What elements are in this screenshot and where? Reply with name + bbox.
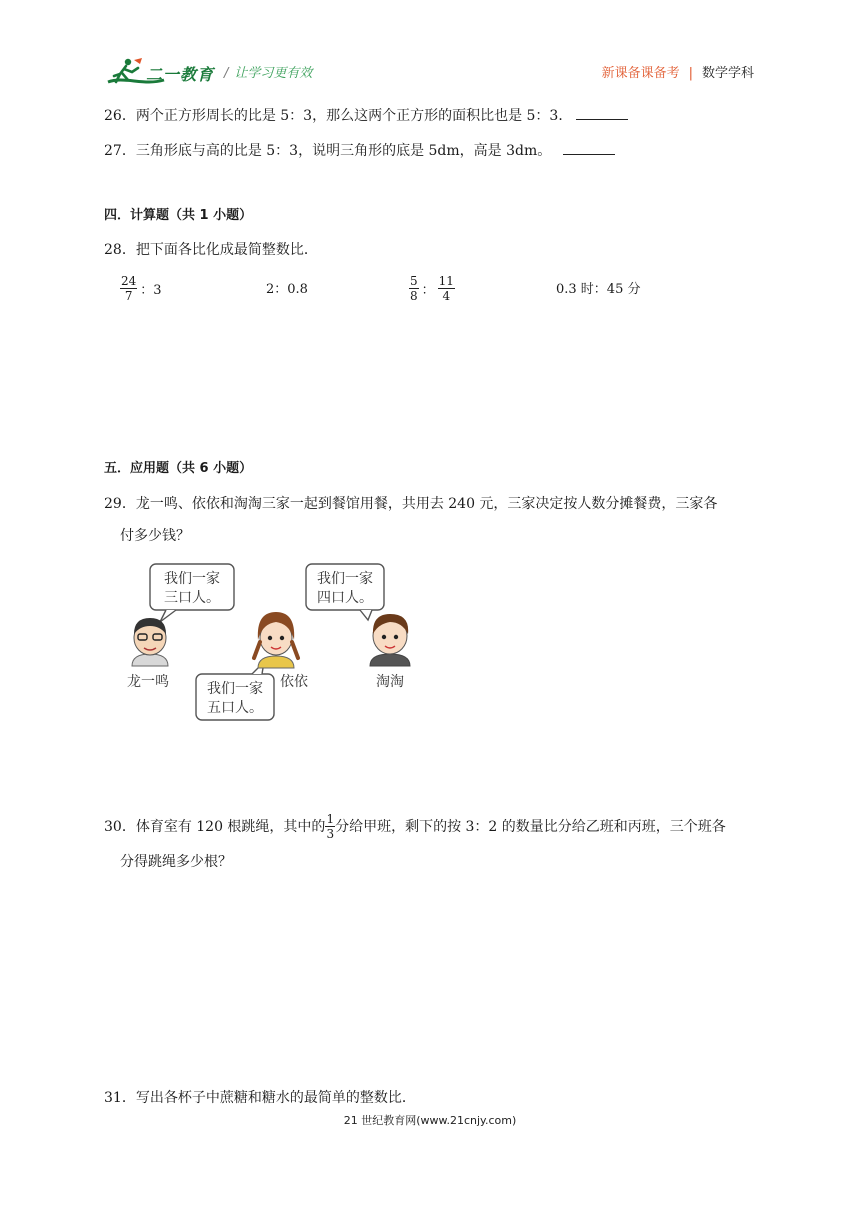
section-calc-title: 四．计算题（共 1 小题）: [104, 208, 253, 223]
bubble-3-line1: 我们一家: [207, 681, 263, 697]
expression-3: [409, 274, 455, 303]
name-yiyi: 依依: [280, 674, 308, 690]
fraction: $\frac{24}{7}$: [121, 274, 137, 303]
character-grandpa-icon: [132, 618, 168, 666]
answer-blank-26[interactable]: [576, 105, 628, 120]
fraction-one-third: $\frac{1}{3}$: [326, 812, 335, 841]
expression-1-rest: ：3: [140, 283, 162, 298]
question-31: 31．写出各杯子中蔗糖和糖水的最简单的整数比．: [104, 1090, 416, 1106]
slogan: / 让学习更有效: [224, 66, 313, 81]
bubble-1-line1: 我们一家: [164, 571, 220, 587]
question-29-line1: 29．龙一鸣、依依和淘淘三家一起到餐馆用餐，共用去 240 元，三家决定按人数分摊餐费，三家各: [104, 496, 718, 512]
family-illustration: [124, 562, 424, 728]
question-26-text: 26．两个正方形周长的比是 5：3，那么这两个正方形的面积比也是 5：3．: [104, 108, 573, 124]
answer-blank-27[interactable]: [563, 140, 615, 155]
name-taotao: 淘淘: [376, 674, 404, 690]
header-subject: 数学学科: [701, 66, 754, 81]
question-30-line2: 分得跳绳多少根？: [120, 854, 232, 870]
question-29-line2: 付多少钱？: [120, 528, 190, 544]
header-tag: 新课备课备考: [601, 66, 680, 81]
question-30-post: 分给甲班，剩下的按 3：2 的数量比分给乙班和丙班，三个班各: [335, 818, 726, 835]
question-27: [104, 140, 615, 161]
question-27-text: 27．三角形底与高的比是 5：3，说明三角形的底是 5dm，高是 3dm。: [104, 143, 552, 159]
character-boy-icon: [370, 614, 410, 666]
bubble-2-line1: 我们一家: [317, 571, 373, 587]
bubble-3-line2: 五口人。: [207, 700, 263, 716]
speech-bubble-3: [196, 662, 274, 720]
expression-2: 2：0.8: [266, 282, 308, 297]
expression-3-colon: ：: [421, 283, 435, 298]
logo-text: 二一教育: [146, 65, 215, 84]
fraction: $\frac{11}{4}$: [438, 274, 454, 303]
fraction: $\frac{5}{8}$: [410, 274, 418, 303]
question-30-pre: 30．体育室有 120 根跳绳，其中的: [104, 818, 326, 835]
bubble-2-line2: 四口人。: [317, 590, 373, 606]
speech-bubble-2: [306, 564, 384, 620]
expression-1: [120, 274, 162, 303]
expression-4: 0.3 时：45 分: [556, 282, 641, 297]
header-right: [602, 62, 754, 81]
question-26: [104, 105, 628, 126]
question-30-line1: [104, 812, 726, 841]
bubble-1-line2: 三口人。: [164, 590, 220, 606]
speech-bubble-1: [150, 564, 234, 622]
header-separator: |: [688, 66, 693, 81]
footer: 21 世纪教育网(www.21cnjy.com): [343, 1114, 517, 1127]
character-girl-icon: [254, 612, 298, 668]
question-28-text: 28．把下面各比化成最简整数比．: [104, 242, 318, 258]
slogan-text: 让学习更有效: [234, 66, 313, 81]
section-app-title: 五．应用题（共 6 小题）: [104, 461, 253, 476]
name-longyiming: 龙一鸣: [127, 674, 169, 690]
